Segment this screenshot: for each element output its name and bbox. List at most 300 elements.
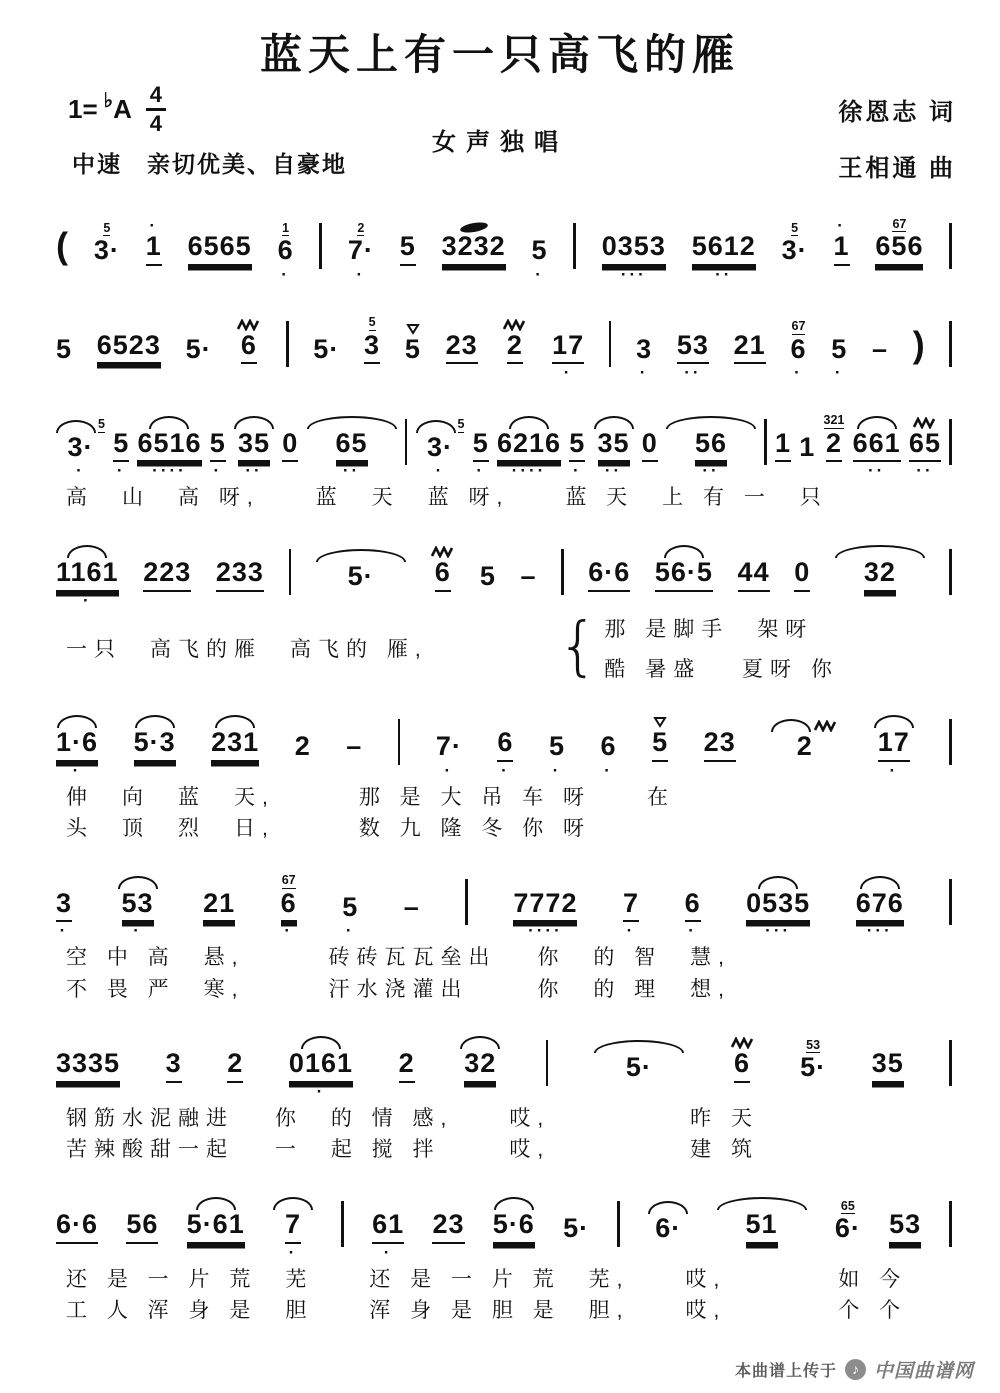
lyric-line: 头 顶 烈 日, 数 九 隆 冬 你 呀 [66,816,592,840]
note-token [497,703,513,781]
grace-notes: 5 [368,315,376,330]
note-token [549,703,565,781]
note-token [834,202,850,285]
grace-notes: 5 [791,220,799,235]
slur-arc [149,416,189,429]
verse-brace: { [557,609,599,684]
note-number: 32 [864,558,896,592]
grace-notes: 321 [823,413,845,428]
note-number: 35 [238,429,270,463]
verse-alternatives [557,609,839,684]
octave-dot-below: · [688,921,697,941]
note-number: 231 [211,728,259,762]
note-token [594,1024,684,1102]
note-number: 6516 [137,429,201,463]
octave-dot-below: · [76,461,85,481]
note-token [497,403,561,481]
octave-dot-below [60,364,68,383]
note-number: 5 [210,429,226,463]
octave-dot-below [445,1244,453,1263]
octave-dot-below: · [563,363,573,383]
octave-dot-below: ·· [916,461,934,481]
note-number: 56·5 [655,558,713,592]
note-token [134,703,176,781]
note-token [889,1185,921,1263]
barline [949,879,952,925]
octave-dot-below [170,1083,178,1102]
slur-arc [758,876,798,889]
note-number: – [403,891,420,922]
note-token [416,403,465,481]
note-number: 656 [875,232,923,266]
note-token [835,1185,861,1263]
octave-dot-below [572,1244,580,1263]
note-number: 676 [856,889,904,923]
octave-dot-below [408,922,416,941]
note-number: 6·6 [588,558,630,592]
trill-icon [236,319,261,331]
note-token [782,207,808,285]
grace-notes: 53 [806,1037,821,1052]
note-token [126,1185,158,1263]
note-number: 5 [113,429,129,463]
note-number: 1 [775,429,791,463]
note-token [281,863,297,941]
note-token [203,863,235,941]
score-header [0,0,1000,196]
note-number: 5·6 [493,1210,535,1244]
note-number: 5 [652,728,668,762]
octave-dot-below: · [535,264,544,284]
note-number: 5 [473,429,489,463]
note-token [775,403,791,481]
note-number: – [871,333,888,364]
note-token [430,533,455,611]
note-token [442,207,506,285]
octave-dot-below [138,1244,146,1263]
note-number: 3 [166,1049,182,1083]
octave-dot-below: · [604,760,613,780]
note-number: 5 [831,333,848,364]
barline [546,1040,549,1086]
note-token [473,403,489,481]
note-number: 61 [372,1210,404,1244]
system-intro-line-1 [56,202,952,285]
octave-dot-below [738,1083,746,1102]
slur-arc [509,416,549,429]
octave-dot-below: · [626,921,636,941]
note-number: 3· [426,431,453,462]
note-number: 3 [636,333,653,364]
note-number: 6 [435,558,451,592]
slur-arc [135,715,175,728]
note-token [835,533,925,611]
note-number: 17 [552,331,584,365]
slur-arc [835,545,925,558]
octave-dot-below: · [444,760,454,780]
note-token [909,403,941,481]
note-number: 3· [781,235,808,265]
note-number: 5·3 [134,728,176,762]
note-token [273,1185,313,1263]
note-number: ( [56,225,68,267]
note-number: 3335 [56,1049,120,1083]
flat-icon: ♭ [103,90,114,112]
note-number: 1 [834,232,850,266]
octave-dot-below: · [59,921,69,941]
note-number: 2 [826,429,842,463]
octave-dot-below [299,762,307,781]
octave-dot-below [791,266,799,285]
note-number: 56 [695,429,727,463]
octave-dot-below [84,1083,92,1102]
upload-note: 本曲谱上传于 [734,1363,837,1380]
note-token [588,533,630,611]
note-token [738,533,770,611]
note-token [278,207,294,285]
octave-dot-below [809,1083,817,1102]
note-number: 5· [800,1052,827,1083]
octave-dot-below [656,762,664,781]
octave-dot-below: ··· [765,921,792,941]
octave-dot-below [212,1244,220,1263]
octave-dot-below: · [82,590,92,610]
octave-dot-below [231,1083,239,1102]
note-number: 6523 [97,331,161,365]
barline [949,419,952,465]
octave-dot-below [680,592,688,611]
octave-dot-below: ·· [715,264,733,284]
barline [319,223,322,269]
octave-dot-below: ···· [152,461,187,481]
note-number: 5· [625,1052,652,1083]
lyric-line: 伸 向 蓝 天, 那 是 大 吊 车 呀 在 [66,785,676,809]
barline [561,549,564,595]
octave-dot-below [458,364,466,383]
octave-dot-below [801,762,809,781]
octave-dot-below: ··· [620,264,647,284]
octave-dot-below [245,364,253,383]
note-number: 6216 [497,429,561,463]
note-token [56,305,72,383]
note-number: 32 [464,1049,496,1083]
barline [286,321,289,367]
note-number: 2 [399,1049,415,1083]
note-number: 7· [347,235,374,265]
grace-notes: 2 [357,220,365,235]
note-token [824,403,845,481]
note-number: 3· [93,235,120,265]
octave-dot-below [830,462,838,481]
grace-notes: 67 [281,873,296,888]
grace-notes: 1 [282,220,290,235]
octave-dot-below [439,592,447,611]
note-number: 21 [203,889,235,923]
note-number: 1 [799,431,816,462]
slur-arc [857,416,897,429]
note-number: 51 [746,1210,778,1244]
note-token [771,703,838,781]
voice-label: 女声独唱 [432,129,568,156]
octave-dot-above: · [149,216,159,235]
barline [398,719,401,765]
slur-arc [234,416,274,429]
octave-dot-below [876,592,884,611]
barline [949,1201,952,1247]
octave-dot-below [322,364,330,383]
note-number: 5612 [692,232,756,266]
octave-dot-below [716,762,724,781]
octave-dot-below: · [794,363,803,383]
note-number: 7 [623,889,639,923]
note-number: 17 [878,728,910,762]
octave-dot-below: ·· [867,461,886,481]
barline [949,719,952,765]
note-number: 2 [227,1049,243,1083]
octave-dot-below: · [133,921,142,941]
meter-bottom: 4 [149,111,162,136]
note-token [853,403,901,481]
note-token [372,1185,404,1263]
slur-arc [416,420,456,433]
note-token [113,403,129,481]
notes-row [56,1185,952,1263]
note-token [513,863,577,941]
octave-dot-below: · [288,1242,298,1262]
octave-dot-below [635,1083,643,1102]
note-token [460,1024,500,1102]
note-token [874,703,914,781]
note-number: 53 [677,331,709,365]
trill-icon [502,319,527,331]
octave-dot-below [915,364,923,383]
note-number: 6 [790,333,807,364]
barline [949,549,952,595]
note-token [234,403,274,481]
octave-dot-below: · [476,461,486,481]
note-token [56,703,98,781]
notes-row [56,703,952,781]
slur-arc [56,420,96,433]
octave-dot-below [844,1244,852,1263]
note-number: 53 [889,1210,921,1244]
note-number: 5· [563,1213,590,1243]
octave-dot-below [758,1244,766,1263]
slur-arc [664,545,704,558]
note-number: 3· [67,431,94,462]
octave-dot-below [150,266,158,285]
note-number: 6 [734,1049,750,1083]
octave-dot-below: · [213,461,223,481]
note-number: 35 [598,429,630,463]
note-token [289,1024,353,1102]
note-token [342,863,358,941]
notes-row [56,403,952,481]
note-token [856,863,904,941]
octave-dot-below: · [284,921,294,941]
note-number: 1·6 [56,728,98,762]
note-token [118,863,158,941]
lyric-line: 酷 暑盛 夏呀 你 [604,657,839,681]
note-token [872,305,888,383]
note-number: 6 [277,235,294,265]
note-token [56,206,68,285]
note-token [56,403,105,481]
note-token [143,533,191,611]
song-title: 蓝天上有一只高飞的雁 [259,31,740,78]
note-token [800,1024,826,1102]
note-token [295,703,311,781]
note-number: 5· [347,560,374,591]
notes-row [56,863,952,941]
grace-notes: 5 [103,220,111,235]
barline [573,223,576,269]
note-token [569,403,585,481]
notes-row [56,202,952,285]
note-number: 0535 [746,889,810,923]
note-token [405,305,421,383]
slur-arc [67,545,107,558]
lyric-line: 苦辣酸甜一起 一 起 搅 拌 哎, 建 筑 [66,1138,760,1162]
note-number: 5 [548,730,566,761]
octave-dot-below [510,1244,518,1263]
system-verse-line-4 [56,863,952,1004]
octave-dot-below [195,364,203,383]
note-token [552,305,584,383]
slur-arc [57,715,97,728]
lyric-line: 空 中 高 悬, 砖砖瓦瓦垒出 你 的 智 慧, [66,946,732,970]
note-token [56,863,72,941]
octave-dot-below [605,592,613,611]
note-token [692,207,756,285]
note-token [652,703,668,781]
lyric-line: 钢筋水泥融进 你 的 情 感, 哎, 昨 天 [66,1107,760,1130]
note-number: 233 [216,558,264,592]
octave-dot-below [73,1244,81,1263]
octave-dot-below [901,1244,909,1263]
note-number: 661 [853,429,901,463]
note-token [211,703,259,781]
note-token [282,403,298,481]
octave-dot-below [470,266,478,285]
note-number: 7 [285,1210,301,1244]
slur-arc [860,876,900,889]
octave-dot-below [368,364,376,383]
site-logo-icon: ♪ [845,1359,866,1380]
note-number: 23 [446,331,478,365]
note-token [146,202,162,285]
system-intro-line-2 [56,305,952,384]
note-token [677,305,709,383]
octave-dot-below: · [552,760,562,780]
octave-dot-below: · [281,264,290,284]
note-token [227,1024,243,1102]
note-number: 5·61 [187,1210,245,1244]
note-number: 7772 [513,889,577,923]
octave-dot-below [151,762,159,781]
note-token [704,703,736,781]
note-number: 5 [400,232,416,266]
octave-dot-below [779,462,787,481]
note-token [186,305,212,383]
note-number: 0 [642,429,658,463]
note-number: 6·6 [56,1210,98,1244]
octave-dot-below [798,592,806,611]
note-number: 23 [432,1210,464,1244]
note-number: 3 [364,331,380,365]
octave-dot-below: · [383,1242,393,1262]
octave-dot-below: ·· [702,461,720,481]
lyric-line: 一只 高飞的雁 高飞的 雁, [66,637,428,661]
note-number: 5 [56,333,73,364]
grace-notes: 67 [791,319,806,334]
octave-dot-below [409,364,417,383]
octave-dot-below [838,266,846,285]
octave-dot-below [58,266,66,285]
note-token [236,305,261,383]
note-token [594,403,634,481]
slur-arc [666,416,756,429]
note-token [316,533,406,611]
verse-block [56,611,952,683]
note-token [166,1024,182,1102]
note-token [436,703,462,781]
octave-dot-below: · [345,921,355,941]
octave-dot-below [746,364,754,383]
octave-dot-below: ·· [684,363,702,383]
barline [465,879,468,925]
note-number: 0 [282,429,298,463]
note-token [790,305,806,383]
notes-row [56,533,952,611]
note-number: 5 [569,429,585,463]
note-number: 56 [126,1210,158,1244]
note-number: 53 [122,889,154,923]
slur-arc [594,416,634,429]
note-number: 1 [146,232,162,266]
octave-dot-below: · [572,461,582,481]
composer-credit: 王相通 曲 [838,155,956,182]
octave-dot-below [511,364,519,383]
note-token [399,1024,415,1102]
notation-area [0,196,1000,1325]
octave-dot-below [484,592,492,611]
barline [341,1201,344,1247]
octave-dot-below [884,1083,892,1102]
note-number: 5 [479,560,496,591]
octave-dot-below: ···· [528,921,563,941]
note-token [730,1024,755,1102]
octave-dot-below [525,592,533,611]
note-number: 5· [185,333,212,364]
note-number: 6 [685,889,701,923]
note-token [831,305,847,383]
note-token [685,863,701,941]
note-number: 0 [794,558,810,592]
note-token [913,305,925,384]
barline [405,419,408,465]
octave-dot-below [664,1244,672,1263]
note-number: 2 [294,730,311,761]
slur-arc [771,719,811,732]
note-token [404,863,420,941]
note-token [648,1185,688,1263]
octave-dot-below [404,266,412,285]
octave-dot-below [215,922,223,941]
note-number: 0161 [289,1049,353,1083]
barline [289,549,292,595]
tempo-marking: 中速 亲切优美、自豪地 [72,151,347,177]
